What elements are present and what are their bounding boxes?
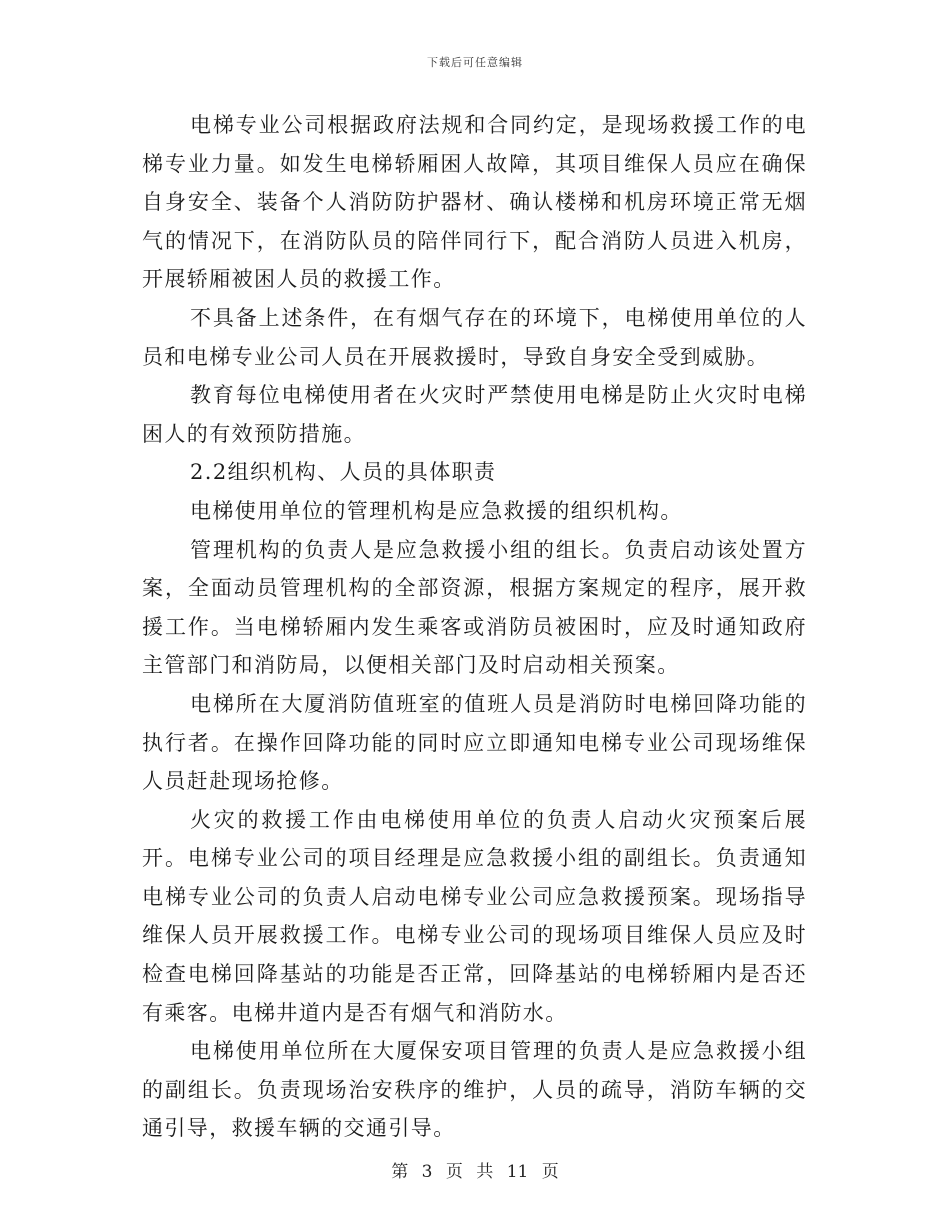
section-heading: 2.2组织机构、人员的具体职责 bbox=[190, 460, 497, 485]
paragraph: 不具备上述条件，在有烟气存在的环境下，电梯使用单位的人员和电梯专业公司人员在开展救援时，导致自身安全受到威胁。 bbox=[142, 305, 807, 369]
paragraph: 电梯所在大厦消防值班室的值班人员是消防时电梯回降功能的执行者。在操作回降功能的同时应立即通知电梯专业公司现场维保人员赶赴现场抢修。 bbox=[142, 691, 807, 794]
paragraph: 教育每位电梯使用者在火灾时严禁使用电梯是防止火灾时电梯困人的有效预防措施。 bbox=[142, 383, 807, 446]
paragraph: 火灾的救援工作由电梯使用单位的负责人启动火灾预案后展开。电梯专业公司的项目经理是应急救援小组的副组长。负责通知电梯专业公司的负责人启动电梯专业公司应急救援预案。现场指导维保人员开展救援工作。电梯专业公司的现场项目维保人员应及时检查电梯回降基站的功能是否正常，回降基站的电梯轿厢内是否还有乘客。电梯井道内是否有烟气和消防水。 bbox=[142, 807, 807, 1025]
paragraph: 电梯专业公司根据政府法规和合同约定，是现场救援工作的电梯专业力量。如发生电梯轿厢困人故障，其项目维保人员应在确保自身安全、装备个人消防防护器材、确认楼梯和机房环境正常无烟气的情况下，在消防队员的陪伴同行下，配合消防人员进入机房，开展轿厢被困人员的救援工作。 bbox=[142, 113, 807, 292]
document-body bbox=[142, 106, 807, 1148]
page-number-footer: 第 3 页 共 11 页 bbox=[391, 1162, 559, 1182]
paragraph: 管理机构的负责人是应急救援小组的组长。负责启动该处置方案，全面动员管理机构的全部资源，根据方案规定的程序，展开救援工作。当电梯轿厢内发生乘客或消防员被困时，应及时通知政府主管部门和消防局，以便相关部门及时启动相关预案。 bbox=[142, 537, 807, 678]
paragraph: 电梯使用单位所在大厦保安项目管理的负责人是应急救援小组的副组长。负责现场治安秩序的维护，人员的疏导，消防车辆的交通引导，救援车辆的交通引导。 bbox=[142, 1039, 807, 1141]
page-header: 下载后可任意编辑 bbox=[427, 56, 523, 69]
paragraph: 电梯使用单位的管理机构是应急救援的组织机构。 bbox=[190, 498, 683, 523]
